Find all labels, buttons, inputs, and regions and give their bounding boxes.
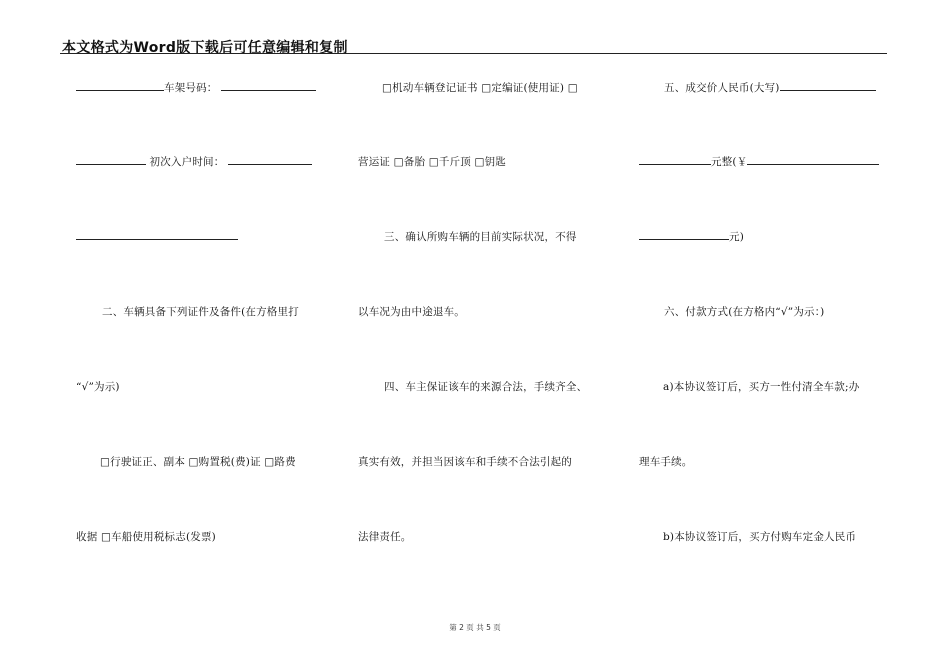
price-amount-row: [639, 154, 879, 169]
documents-checklist-2: □机动车辆登记证书 □定编证(使用证) □: [382, 82, 578, 94]
frame-number-label: 车架号码：: [164, 82, 218, 94]
yuan-end-label: 元): [729, 231, 744, 243]
blank-row: [76, 229, 238, 243]
page-footer: 第 2 页 共 5 页: [449, 623, 501, 632]
section-4-end: 法律责任。: [358, 531, 412, 543]
section-4-cont: 真实有效，并担当因该车和手续不合法引起的: [358, 456, 572, 468]
blank-field: [747, 154, 879, 165]
section-5-heading: [664, 80, 876, 95]
first-registration-row: [76, 154, 312, 169]
page-header: 本文格式为Word版下载后可任意编辑和复制: [62, 40, 348, 56]
section-6-heading: 六、付款方式(在方格内“√”为示：): [664, 306, 825, 318]
blank-field: [228, 154, 312, 165]
section-4-heading: 四、车主保证该车的来源合法，手续齐全、: [384, 381, 588, 393]
price-numeric-row: [639, 229, 744, 244]
blank-field: [639, 229, 729, 240]
blank-field: [76, 229, 238, 240]
payment-option-b: b)本协议签订后，买方付购车定金人民币: [663, 531, 857, 543]
section-3-cont: 以车况为由中途退车。: [358, 306, 465, 318]
payment-option-a: a)本协议签订后，买方一性付清全车款;办: [663, 381, 860, 393]
documents-checklist-cont: 收据 □车船使用税标志(发票): [76, 531, 216, 543]
yuan-label: 元整(￥: [711, 156, 748, 168]
header-rule: [60, 53, 887, 54]
documents-checklist: □行驶证正、副本 □购置税(费)证 □路费: [100, 456, 296, 468]
blank-field: [780, 80, 876, 91]
blank-field: [639, 154, 711, 165]
section-2-cont: “√”为示): [76, 381, 120, 393]
payment-option-a-cont: 理车手续。: [639, 456, 693, 468]
section-3-heading: 三、确认所购车辆的目前实际状况，不得: [384, 231, 577, 243]
blank-field: [76, 154, 146, 165]
blank-field: [221, 80, 316, 91]
first-registration-label: 初次入户时间：: [149, 156, 225, 168]
price-label: 五、成交价人民币(大写): [664, 82, 780, 94]
documents-checklist-2-cont: 营运证 □备胎 □千斤顶 □钥匙: [358, 156, 506, 168]
section-2-heading: 二、车辆具备下列证件及备件(在方格里打: [102, 306, 299, 318]
blank-field: [76, 80, 164, 91]
frame-number-row: [76, 80, 316, 95]
